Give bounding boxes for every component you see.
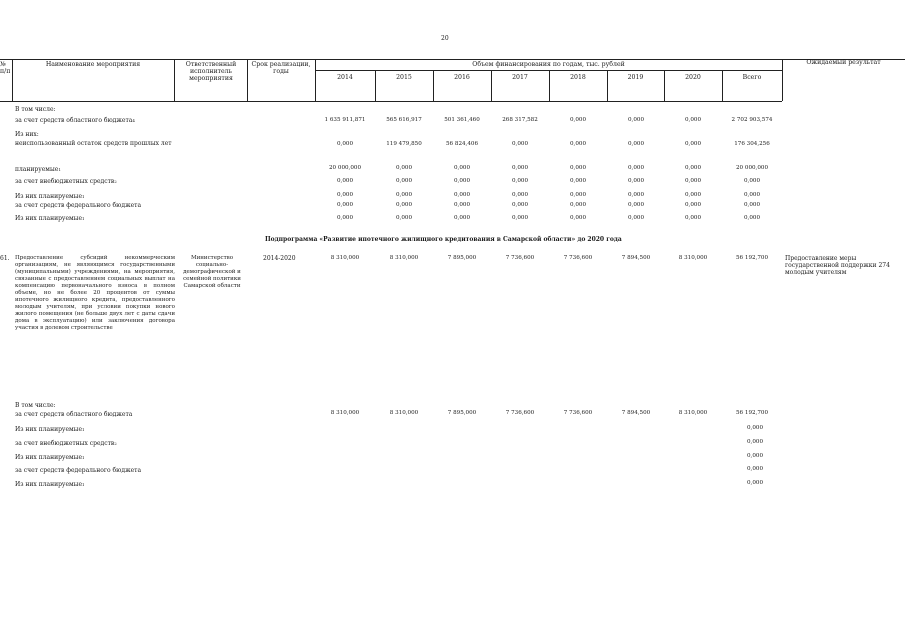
value-cell: 0,000 [743, 178, 760, 184]
value-cell: 0,000 [569, 178, 586, 184]
value-cell: 0,000 [395, 202, 412, 208]
row-label: за счет внебюджетных средств$^2$ [15, 178, 117, 185]
value-cell: 7 895,000 [447, 410, 477, 416]
page-number: 20 [441, 35, 449, 42]
value-cell: 0,000 [336, 202, 353, 208]
value-cell: 0,000 [395, 192, 412, 198]
value-cell: 7 736,600 [505, 255, 535, 261]
value-cell: 0,000 [569, 141, 586, 147]
item-responsible: Министерство социально-демографической и семейной политики Самарской области [183, 255, 241, 289]
value-cell: 0,000 [511, 141, 528, 147]
value-cell: 0,000 [746, 466, 763, 472]
value-cell: 0,000 [684, 202, 701, 208]
value-cell: 0,000 [746, 425, 763, 431]
row-label: Из них планируемые$^1$ [15, 426, 85, 433]
row-label: за счет средств областного бюджета$^4$ [15, 117, 135, 124]
header-term: Срок реализации, годы [251, 61, 311, 75]
value-cell: 0,000 [336, 141, 353, 147]
value-cell: 0,000 [511, 165, 528, 171]
header-num: № п/п [0, 61, 11, 75]
value-cell: 0,000 [453, 192, 470, 198]
value-cell: 0,000 [627, 117, 644, 123]
value-cell: 0,000 [743, 202, 760, 208]
value-cell: 268 317,582 [502, 117, 538, 123]
row-label: Из них: [15, 131, 39, 138]
item-name: Предоставление субсидий некоммерческим организациям, не являющимся государственными (муниципальными) учреждениями, на мероприятия, связанные с предоставлением социальных выплат на компенсацию первоначального взноса в полном объеме, но не более 20 процентов от суммы ипотечного жилищного кредита, предоставленного молодым учителям, при условии покупки нового жилого помещения (не больше двух лет с даты сдачи дома в эксплуатацию) или заключения договора участия в долевом строительстве [15, 255, 175, 331]
value-cell: 0,000 [627, 215, 644, 221]
value-cell: 0,000 [746, 453, 763, 459]
value-cell: 8 310,000 [678, 410, 708, 416]
row-label: Из них планируемые$^1$ [15, 193, 85, 200]
value-cell: 0,000 [627, 192, 644, 198]
value-cell: 7 895,000 [447, 255, 477, 261]
value-cell: 7 736,600 [505, 410, 535, 416]
value-cell: 8 310,000 [389, 410, 419, 416]
value-cell: 8 310,000 [678, 255, 708, 261]
row-label: за счет внебюджетных средств$^2$ [15, 440, 117, 447]
row-label: В том числе: [15, 106, 56, 113]
value-cell: 0,000 [684, 192, 701, 198]
value-cell: 0,000 [627, 178, 644, 184]
value-cell: 0,000 [569, 165, 586, 171]
header-year: 2014 [337, 74, 353, 81]
value-cell: 56 824,406 [445, 141, 479, 147]
value-cell: 0,000 [336, 192, 353, 198]
value-cell: 0,000 [511, 215, 528, 221]
item-term: 2014-2020 [263, 255, 296, 262]
row-label: Из них планируемые$^1$ [15, 215, 85, 222]
item-number: 61. [0, 255, 10, 262]
value-cell: 501 361,460 [444, 117, 480, 123]
value-cell: 56 192,700 [735, 255, 769, 261]
value-cell: 0,000 [511, 202, 528, 208]
value-cell: 0,000 [569, 117, 586, 123]
row-label: Из них планируемые$^1$ [15, 454, 85, 461]
value-cell: 56 192,700 [735, 410, 769, 416]
value-cell: 0,000 [453, 215, 470, 221]
row-label: неиспользованный остаток средств прошлых лет [15, 140, 172, 147]
value-cell: 0,000 [395, 165, 412, 171]
value-cell: 7 736,600 [563, 255, 593, 261]
item-result: Предоставление меры государственной поддержки 274 молодым учителям [785, 255, 890, 276]
value-cell: 8 310,000 [330, 410, 360, 416]
value-cell: 0,000 [395, 178, 412, 184]
value-cell: 565 616,917 [386, 117, 422, 123]
header-funding: Объем финансирования по годам, тыс. рублей [472, 61, 625, 68]
value-cell: 7 894,500 [621, 255, 651, 261]
value-cell: 0,000 [684, 165, 701, 171]
header-year: 2017 [512, 74, 528, 81]
header-responsible: Ответственный исполнитель мероприятия [185, 61, 237, 82]
header-result: Ожидаемый результат [806, 59, 881, 66]
header-year: 2016 [454, 74, 470, 81]
value-cell: 0,000 [684, 215, 701, 221]
value-cell: 0,000 [511, 178, 528, 184]
header-total: Всего [742, 74, 762, 81]
value-cell: 119 479,850 [386, 141, 422, 147]
value-cell: 0,000 [627, 202, 644, 208]
row-label: планируемые$^1$ [15, 166, 61, 173]
value-cell: 176 304,256 [734, 141, 770, 147]
row-label: за счет средств областного бюджета [15, 411, 133, 418]
value-cell: 0,000 [684, 141, 701, 147]
value-cell: 0,000 [743, 215, 760, 221]
subprogram-title: Подпрограмма «Развитие ипотечного жилищного кредитования в Самарской области» до 2020 года [265, 236, 622, 243]
value-cell: 0,000 [569, 192, 586, 198]
header-year: 2019 [627, 74, 644, 81]
value-cell: 0,000 [511, 192, 528, 198]
value-cell: 0,000 [746, 480, 763, 486]
row-label: за счет средств федерального бюджета [15, 202, 142, 209]
row-label: В том числе: [15, 402, 56, 409]
row-label: Из них планируемые$^1$ [15, 481, 85, 488]
value-cell: 2 702 903,574 [731, 117, 773, 123]
value-cell: 0,000 [627, 141, 644, 147]
value-cell: 8 310,000 [330, 255, 360, 261]
value-cell: 20 000,000 [328, 165, 362, 171]
value-cell: 8 310,000 [389, 255, 419, 261]
header-name: Наименование мероприятия [45, 61, 141, 68]
value-cell: 0,000 [743, 192, 760, 198]
value-cell: 0,000 [627, 165, 644, 171]
value-cell: 0,000 [453, 165, 470, 171]
value-cell: 20 000,000 [735, 165, 769, 171]
header-year: 2020 [685, 74, 701, 81]
value-cell: 7 736,600 [563, 410, 593, 416]
value-cell: 0,000 [453, 202, 470, 208]
value-cell: 0,000 [336, 178, 353, 184]
value-cell: 0,000 [569, 202, 586, 208]
value-cell: 0,000 [336, 215, 353, 221]
value-cell: 0,000 [746, 439, 763, 445]
value-cell: 0,000 [684, 117, 701, 123]
value-cell: 0,000 [684, 178, 701, 184]
value-cell: 7 894,500 [621, 410, 651, 416]
header-year: 2015 [396, 74, 412, 81]
value-cell: 0,000 [453, 178, 470, 184]
row-label: за счет средств федерального бюджета [15, 467, 142, 474]
value-cell: 0,000 [569, 215, 586, 221]
header-year: 2018 [570, 74, 586, 81]
value-cell: 0,000 [395, 215, 412, 221]
value-cell: 1 635 911,871 [324, 117, 366, 123]
